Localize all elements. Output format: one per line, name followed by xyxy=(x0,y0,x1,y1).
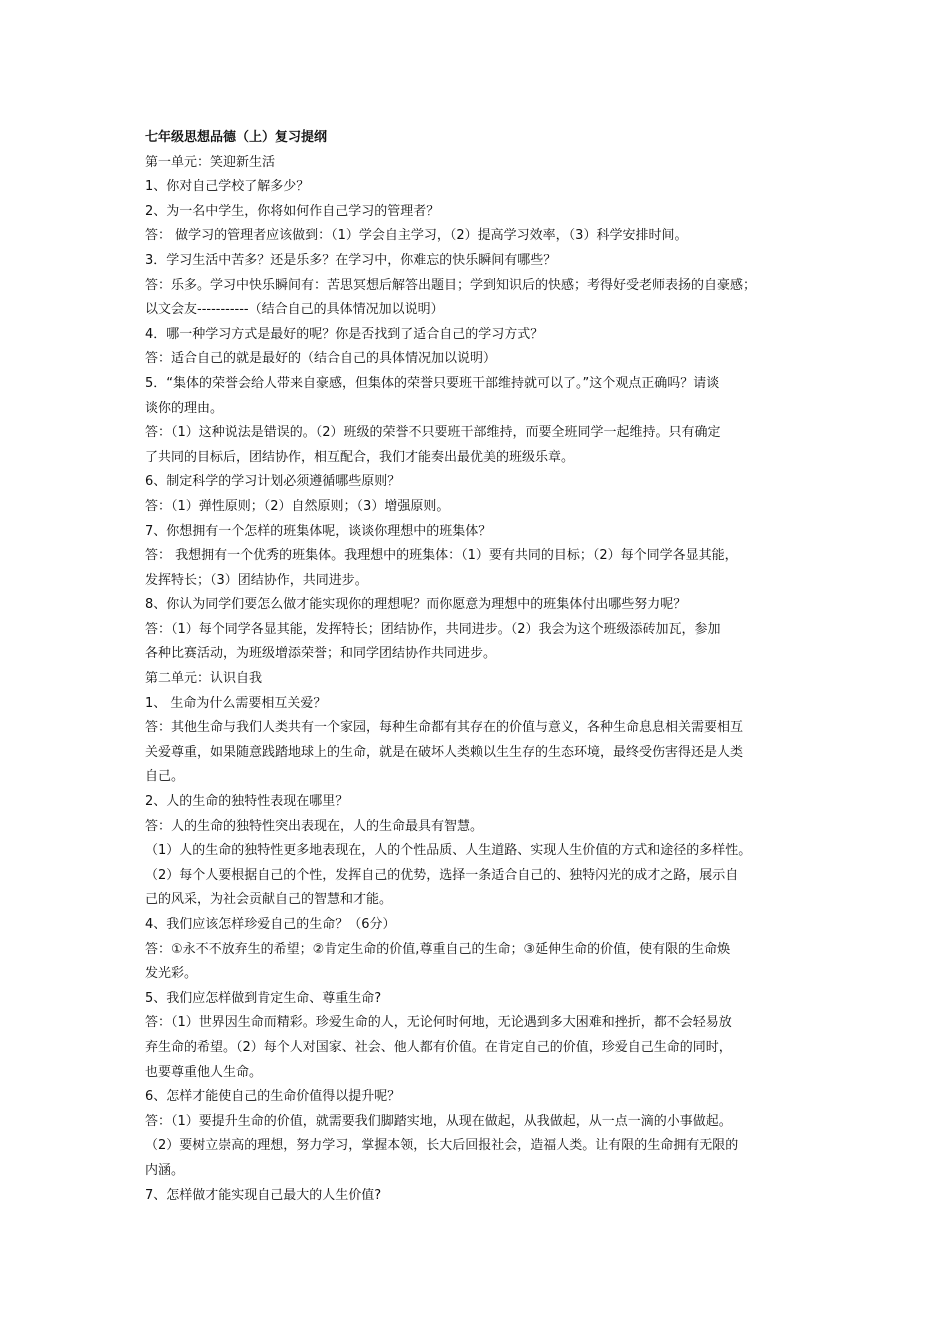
text-line: 2、人的生命的独特性表现在哪里？ xyxy=(145,794,349,810)
text-line: 答：乐多。学习中快乐瞬间有：苦思冥想后解答出题目；学到知识后的快感；考得好受老师表扬的自豪感； xyxy=(145,277,757,293)
text-line: 也要尊重他人生命。 xyxy=(145,1064,263,1080)
text-line: 6、怎样才能使自己的生命价值得以提升呢？ xyxy=(145,1089,401,1105)
text-line: 1、你对自己学校了解多少？ xyxy=(145,179,310,195)
text-line: 自己。 xyxy=(145,769,185,785)
text-line: 己的风采，为社会贡献自己的智慧和才能。 xyxy=(145,892,393,908)
document-body xyxy=(145,151,815,1209)
text-line: 4、我们应该怎样珍爱自己的生命？（6分） xyxy=(145,917,396,932)
text-line: 3．学习生活中苦多？还是乐多？在学习中，你难忘的快乐瞬间有哪些？ xyxy=(145,252,557,268)
text-line: （2）要树立崇高的理想，努力学习，掌握本领，长大后回报社会，造福人类。让有限的生命拥有无限的 xyxy=(145,1138,739,1154)
text-line: 发挥特长；（3）团结协作，共同进步。 xyxy=(145,572,368,588)
text-line: 1、 生命为什么需要相互关爱？ xyxy=(145,695,327,711)
document-page xyxy=(145,126,815,1208)
text-line: 答：（1）每个同学各显其能，发挥特长；团结协作，共同进步。（2）我会为这个班级添砖加瓦，参加 xyxy=(145,621,721,637)
text-line: 内涵。 xyxy=(145,1162,185,1178)
text-line: 2、为一名中学生，你将如何作自己学习的管理者？ xyxy=(145,203,440,219)
text-line: 答： 我想拥有一个优秀的班集体。我理想中的班集体：（1）要有共同的目标；（2）每个同学各显其能， xyxy=(145,548,738,564)
text-line: 关爱尊重，如果随意践踏地球上的生命，就是在破坏人类赖以生生存的生态环境，最终受伤害得还是人类 xyxy=(145,744,744,760)
text-line: 各种比赛活动，为班级增添荣誉；和同学团结协作共同进步。 xyxy=(145,646,497,662)
text-line: 第二单元：认识自我 xyxy=(145,671,263,687)
text-line: 答：（1）要提升生命的价值，就需要我们脚踏实地，从现在做起，从我做起，从一点一滴的小事做起。 xyxy=(145,1113,732,1129)
text-line: 答：人的生命的独特性突出表现在，人的生命最具有智慧。 xyxy=(145,818,484,834)
text-line: 5．“集体的荣誉会给人带来自豪感，但集体的荣誉只要班干部维持就可以了。”这个观点正确吗？请谈 xyxy=(145,375,720,391)
text-line: 答：①永不不放弃生的希望；②肯定生命的价值,尊重自己的生命；③延伸生命的价值，使有限的生命焕 xyxy=(145,941,731,957)
text-line: 答：其他生命与我们人类共有一个家园，每种生命都有其存在的价值与意义，各种生命息息相关需要相互 xyxy=(145,720,744,736)
text-line: 7、怎样做才能实现自己最大的人生价值? xyxy=(145,1187,382,1203)
text-line: 发光彩。 xyxy=(145,966,198,982)
text-line: 第一单元：笑迎新生活 xyxy=(145,154,276,170)
text-line: 答：（1）弹性原则；（2）自然原则；（3）增强原则。 xyxy=(145,498,450,514)
text-line: 谈你的理由。 xyxy=(145,400,224,416)
text-line: 答： 做学习的管理者应该做到：（1）学会自主学习，（2）提高学习效率，（3）科学安排时间。 xyxy=(145,228,688,244)
document-title: 七年级思想品德（上）复习提纲 xyxy=(145,130,328,145)
text-line: 5、我们应怎样做到肯定生命、尊重生命? xyxy=(145,990,382,1006)
text-line: 答：（1）这种说法是错误的。（2）班级的荣誉不只要班干部维持，而要全班同学一起维持。只有确定 xyxy=(145,425,721,441)
text-line: （2）每个人要根据自己的个性，发挥自己的优势，选择一条适合自己的、独特闪光的成才之路，展示自 xyxy=(145,867,739,883)
text-line: 弃生命的希望。（2）每个人对国家、社会、他人都有价值。在肯定自己的价值，珍爱自己生命的同时， xyxy=(145,1039,732,1055)
text-line: 答：适合自己的就是最好的（结合自己的具体情况加以说明） xyxy=(145,351,497,367)
text-line: 6、制定科学的学习计划必须遵循哪些原则？ xyxy=(145,474,401,490)
text-line: （1）人的生命的独特性更多地表现在，人的个性品质、人生道路、实现人生价值的方式和途径的多样性。 xyxy=(145,843,752,859)
text-line: 7、你想拥有一个怎样的班集体呢，谈谈你理想中的班集体？ xyxy=(145,523,492,539)
text-line: 以文会友-----------（结合自己的具体情况加以说明） xyxy=(145,302,444,318)
text-line: 了共同的目标后，团结协作，相互配合，我们才能奏出最优美的班级乐章。 xyxy=(145,449,575,465)
text-line: 4．哪一种学习方式是最好的呢？你是否找到了适合自己的学习方式？ xyxy=(145,326,544,342)
text-line: 8、你认为同学们要怎么做才能实现你的理想呢？而你愿意为理想中的班集体付出哪些努力呢？ xyxy=(145,597,687,613)
text-line: 答：（1）世界因生命而精彩。珍爱生命的人，无论何时何地，无论遇到多大困难和挫折，都不会轻易放 xyxy=(145,1015,732,1031)
